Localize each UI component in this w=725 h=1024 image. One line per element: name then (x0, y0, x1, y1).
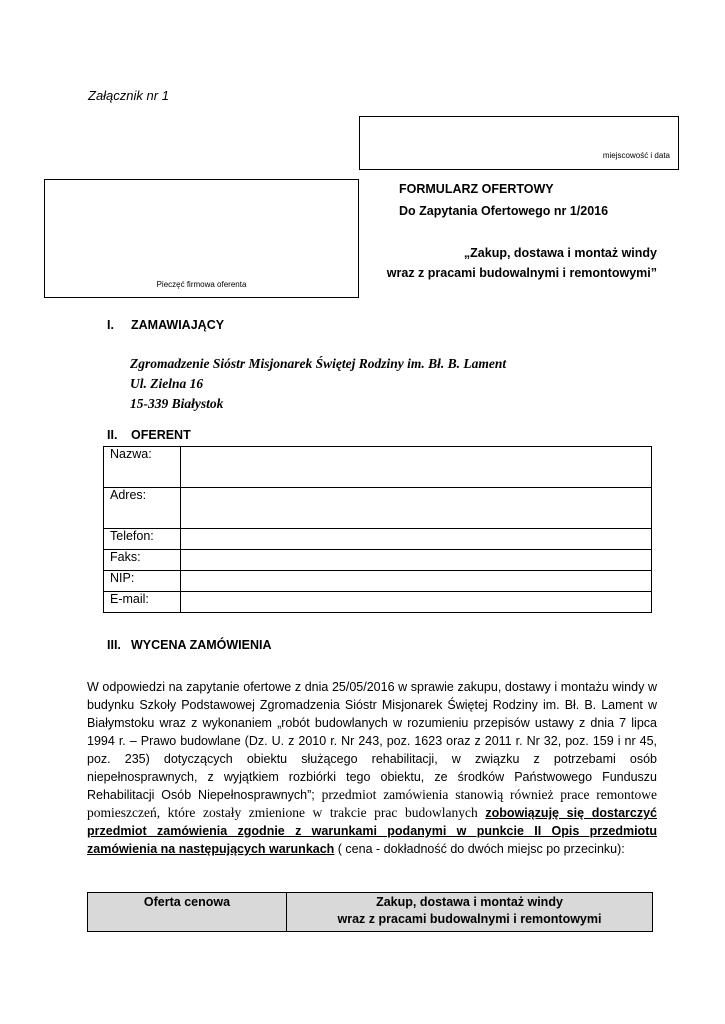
paragraph-price-note: ( cena - dokładność do dwóch miejsc po przecinku): (337, 842, 625, 856)
section-3-heading (107, 638, 272, 652)
table-row (104, 447, 652, 488)
table-row (104, 550, 652, 571)
paragraph-renovation: przedmiot zamówienia stanowią również prace remontowe pomieszczeń, które zostały zmienione w trakcie prac budowlanych (87, 787, 657, 820)
name-label: Nazwa: (104, 447, 181, 488)
address-field[interactable] (181, 488, 652, 529)
section-2-number: II. (107, 428, 118, 442)
pricing-paragraph (87, 678, 657, 858)
section-3-number: III. (107, 638, 121, 652)
contracting-party (130, 354, 506, 414)
table-row (104, 571, 652, 592)
contracting-city: 15-339 Białystok (130, 396, 224, 411)
price-table (87, 892, 653, 932)
attachment-label: Załącznik nr 1 (88, 88, 169, 103)
contracting-street: Ul. Zielna 16 (130, 376, 204, 391)
stamp-box-caption: Pieczęć firmowa oferenta (156, 280, 247, 289)
section-1-heading (107, 318, 224, 332)
table-row (88, 893, 653, 932)
company-stamp-box[interactable] (44, 179, 359, 298)
phone-label: Telefon: (104, 529, 181, 550)
price-subject-header (287, 893, 653, 932)
form-subtitle: Do Zapytania Ofertowego nr 1/2016 (399, 204, 609, 218)
section-2-title: OFERENT (131, 428, 191, 442)
email-label: E-mail: (104, 592, 181, 613)
subject-line-1: „Zakup, dostawa i montaż windy (463, 246, 657, 260)
name-field[interactable] (181, 447, 652, 488)
nip-field[interactable] (181, 571, 652, 592)
fax-field[interactable] (181, 550, 652, 571)
email-field[interactable] (181, 592, 652, 613)
date-box-caption: miejscowość i data (602, 151, 670, 160)
section-1-title: ZAMAWIAJĄCY (131, 318, 225, 332)
table-row (104, 592, 652, 613)
subject-title (387, 243, 657, 283)
fax-label: Faks: (104, 550, 181, 571)
bidder-table (103, 446, 652, 613)
price-subject-line-1: Zakup, dostawa i montaż windy (376, 895, 563, 909)
paragraph-commitment: zobowiązuję się dostarczyć przedmiot zamówienia zgodnie z warunkami podanymi w punkcie II Opis przedmiotu zamówienia na następujących warunkach (87, 806, 658, 856)
form-title: FORMULARZ OFERTOWY (399, 182, 554, 196)
table-row (104, 529, 652, 550)
phone-field[interactable] (181, 529, 652, 550)
section-1-number: I. (107, 318, 114, 332)
price-subject-line-2: wraz z pracami budowalnymi i remontowymi (337, 912, 602, 926)
nip-label: NIP: (104, 571, 181, 592)
table-row (104, 488, 652, 529)
price-offer-header: Oferta cenowa (88, 893, 287, 932)
contracting-name: Zgromadzenie Sióstr Misjonarek Świętej Rodziny im. Bł. B. Lament (130, 356, 507, 371)
address-label: Adres: (104, 488, 181, 529)
section-3-title: WYCENA ZAMÓWIENIA (131, 638, 272, 652)
paragraph-intro: W odpowiedzi na zapytanie ofertowe z dnia 25/05/2016 w sprawie zakupu, dostawy i montażu windy w budynku Szkoły Podstawowej Zgromadzenia Sióstr Misjonarek Świętej Rodziny im. Bł. B. Lament w Białymstoku wraz z wykonaniem „robót budowlanych w rozumieniu przepisów ustawy z dnia 7 lipca 1994 r. – Prawo budowlane (Dz. U. z 2010 r. Nr 243, poz. 1623 oraz z 2011 r. Nr 32, poz. 159 i nr 45, poz. 235) dotyczących obiektu służącego rehabilitacji, w związku z potrzebami osób niepełnosprawnych, z wyjątkiem rozbiórki tego obiektu, ze środków Państwowego Funduszu Rehabilitacji Osób Niepełnosprawnych”; (87, 680, 657, 802)
section-2-heading (107, 428, 191, 442)
date-place-box[interactable] (359, 116, 679, 170)
subject-line-2: wraz z pracami budowalnymi i remontowymi” (386, 266, 657, 280)
